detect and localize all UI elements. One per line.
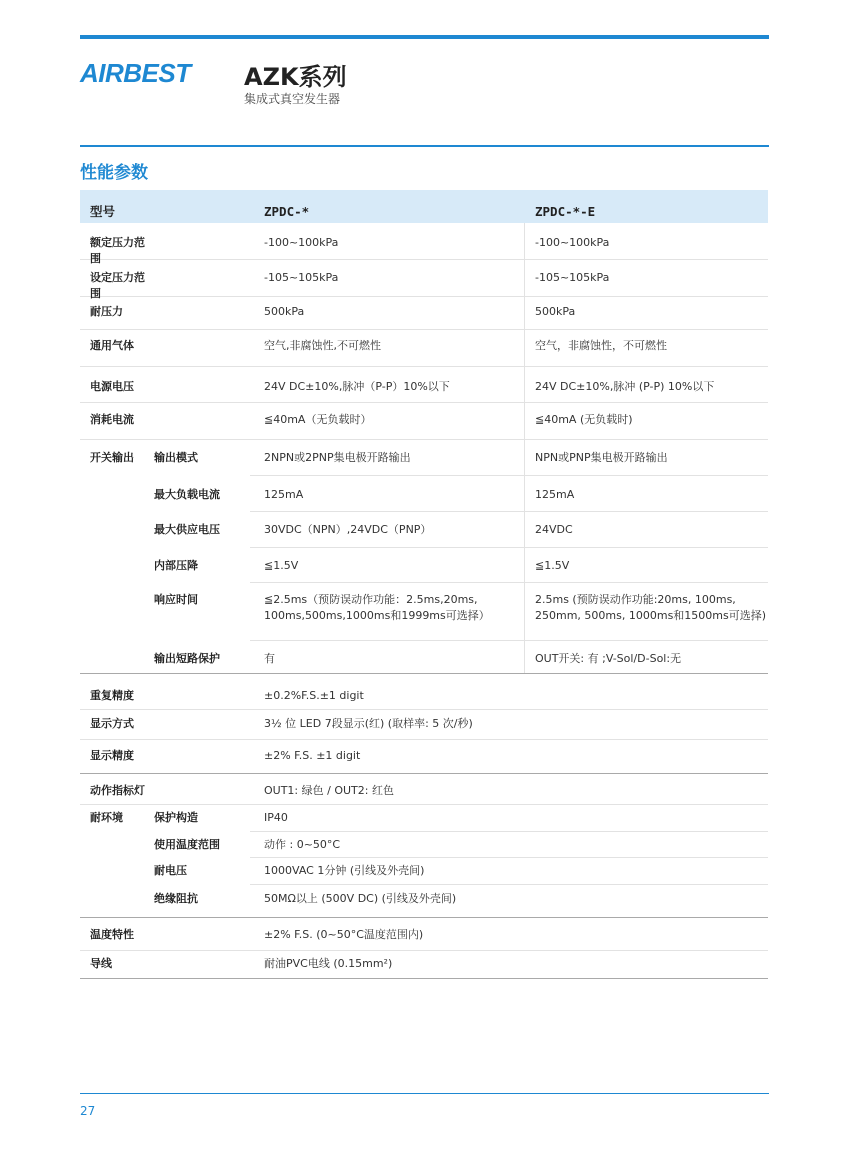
table-row xyxy=(80,858,768,885)
row-sublabel: 输出模式 xyxy=(154,451,198,464)
table-row xyxy=(80,918,768,951)
row-sublabel: 响应时间 xyxy=(154,593,198,606)
table-row xyxy=(80,674,768,710)
row-sublabel xyxy=(154,956,250,978)
cell-value: -105~105kPa xyxy=(535,271,610,284)
table-row xyxy=(80,583,768,641)
cell-value: 125mA xyxy=(250,476,525,512)
cell-value: 24VDC xyxy=(535,523,573,536)
row-label: 温度特性 xyxy=(90,928,134,941)
cell-value: 500kPa xyxy=(535,305,576,318)
row-label xyxy=(90,522,154,548)
row-sublabel: 输出短路保护 xyxy=(154,652,220,665)
cell-value: -100~100kPa xyxy=(250,223,525,259)
cell-value-multiline xyxy=(525,583,768,641)
row-label: 设定压力范围 xyxy=(90,271,145,300)
row-sublabel xyxy=(154,304,250,329)
spec-table xyxy=(80,190,768,979)
table-row xyxy=(80,476,768,512)
table-row xyxy=(80,512,768,548)
cell-value: 1000VAC 1分钟 (引线及外壳间) xyxy=(264,864,425,877)
row-label xyxy=(90,891,154,917)
cell-value: OUT1: 绿色 / OUT2: 红色 xyxy=(264,784,394,797)
page-title: AZK系列 xyxy=(244,63,347,91)
cell-value: -100~100kPa xyxy=(535,236,610,249)
cell-value: 空气,非腐蚀性,不可燃性 xyxy=(250,330,525,366)
cell-value: ≦1.5V xyxy=(535,559,570,572)
table-row xyxy=(80,367,768,403)
row-label xyxy=(90,863,154,885)
row-sublabel: 绝缘阻抗 xyxy=(154,892,198,905)
cell-value: 3½ 位 LED 7段显示(红) (取样率: 5 次/秒) xyxy=(264,717,473,730)
row-label: 显示精度 xyxy=(90,749,134,762)
table-row xyxy=(80,330,768,367)
table-row xyxy=(80,710,768,740)
row-sublabel: 使用温度范围 xyxy=(154,838,220,851)
row-label: 额定压力范围 xyxy=(90,236,145,265)
table-row xyxy=(80,641,768,674)
row-label: 通用气体 xyxy=(90,339,134,352)
page-number: 27 xyxy=(80,1104,96,1118)
row-label: 开关输出 xyxy=(90,451,134,464)
cell-line: 2.5ms (预防误动作功能:20ms, 100ms, xyxy=(535,593,736,606)
top-rule xyxy=(80,35,769,39)
row-label: 重复精度 xyxy=(90,689,134,702)
row-label: 耐环境 xyxy=(90,811,123,824)
cell-value: 空气，非腐蚀性，不可燃性 xyxy=(535,339,667,352)
table-header-row xyxy=(80,190,768,223)
table-row xyxy=(80,951,768,979)
cell-value: 30VDC（NPN）,24VDC（PNP） xyxy=(250,512,525,548)
cell-value: 2NPN或2PNP集电极开路输出 xyxy=(250,440,525,476)
cell-line: 100ms,500ms,1000ms和1999ms可选择） xyxy=(264,609,490,622)
cell-value: IP40 xyxy=(264,811,288,824)
table-row xyxy=(80,260,768,300)
row-sublabel: 最大负载电流 xyxy=(154,488,220,501)
footer-rule xyxy=(80,1093,769,1094)
row-sublabel xyxy=(154,412,250,439)
brand-logo: AIRBEST xyxy=(80,58,191,88)
header-zpdc-e: ZPDC-*-E xyxy=(535,203,596,219)
row-sublabel xyxy=(154,379,250,402)
row-sublabel xyxy=(154,688,250,709)
cell-value: OUT开关: 有 ;V-Sol/D-Sol:无 xyxy=(535,652,682,665)
cell-value: 500kPa xyxy=(250,297,525,329)
table-row xyxy=(80,548,768,583)
row-label xyxy=(90,592,154,641)
cell-value: -105~105kPa xyxy=(250,260,525,296)
section-rule xyxy=(80,145,769,147)
cell-value: 50MΩ以上 (500V DC) (引线及外壳间) xyxy=(264,892,457,905)
cell-line: ≦2.5ms（预防误动作功能：2.5ms,20ms, xyxy=(264,593,478,606)
cell-value: ±2% F.S. (0~50°C温度范围内) xyxy=(264,928,424,941)
row-sublabel xyxy=(154,748,250,773)
page-subtitle: 集成式真空发生器 xyxy=(244,92,341,106)
cell-value: ≦1.5V xyxy=(250,548,525,583)
row-label: 电源电压 xyxy=(90,380,134,393)
row-sublabel xyxy=(154,927,250,950)
row-sublabel xyxy=(154,235,250,259)
table-row xyxy=(80,223,768,265)
row-label: 耐压力 xyxy=(90,305,123,318)
row-label: 动作指标灯 xyxy=(90,784,145,797)
row-sublabel xyxy=(154,270,250,296)
table-row xyxy=(80,805,768,832)
cell-value: ≦40mA（无负载时） xyxy=(250,403,525,439)
header-model: 型号 xyxy=(90,203,116,219)
row-label: 显示方式 xyxy=(90,717,134,730)
table-row xyxy=(80,832,768,858)
row-label: 消耗电流 xyxy=(90,413,134,426)
row-label xyxy=(90,487,154,512)
table-row xyxy=(80,774,768,805)
table-row xyxy=(80,885,768,918)
section-title: 性能参数 xyxy=(80,163,148,183)
table-row xyxy=(80,440,768,476)
row-sublabel: 保护构造 xyxy=(154,811,198,824)
cell-value: 24V DC±10%,脉冲（P-P）10%以下 xyxy=(250,367,525,402)
cell-value-multiline xyxy=(250,583,525,641)
cell-value: 有 xyxy=(250,641,525,673)
cell-value: 125mA xyxy=(535,488,575,501)
row-sublabel xyxy=(154,338,250,366)
table-row xyxy=(80,297,768,330)
cell-value: 24V DC±10%,脉冲 (P-P) 10%以下 xyxy=(535,380,715,393)
row-sublabel xyxy=(154,783,250,804)
table-row xyxy=(80,403,768,440)
row-label xyxy=(90,558,154,583)
header-zpdc: ZPDC-* xyxy=(264,203,310,219)
cell-value: 动作 : 0~50°C xyxy=(264,838,341,851)
row-sublabel: 内部压降 xyxy=(154,559,198,572)
row-sublabel: 最大供应电压 xyxy=(154,523,220,536)
cell-value: ±2% F.S. ±1 digit xyxy=(264,749,361,762)
cell-value: 耐油PVC电线 (0.15mm²) xyxy=(264,957,393,970)
cell-line: 250mm, 500ms, 1000ms和1500ms可选择) xyxy=(535,609,767,622)
row-label xyxy=(90,651,154,673)
row-sublabel: 耐电压 xyxy=(154,864,187,877)
cell-value: ≦40mA (无负载时) xyxy=(535,413,633,426)
table-row xyxy=(80,740,768,774)
row-label xyxy=(90,837,154,858)
cell-value: ±0.2%F.S.±1 digit xyxy=(264,689,364,702)
row-sublabel xyxy=(154,716,250,739)
row-label: 导线 xyxy=(90,957,112,970)
cell-value: NPN或PNP集电极开路输出 xyxy=(535,451,668,464)
